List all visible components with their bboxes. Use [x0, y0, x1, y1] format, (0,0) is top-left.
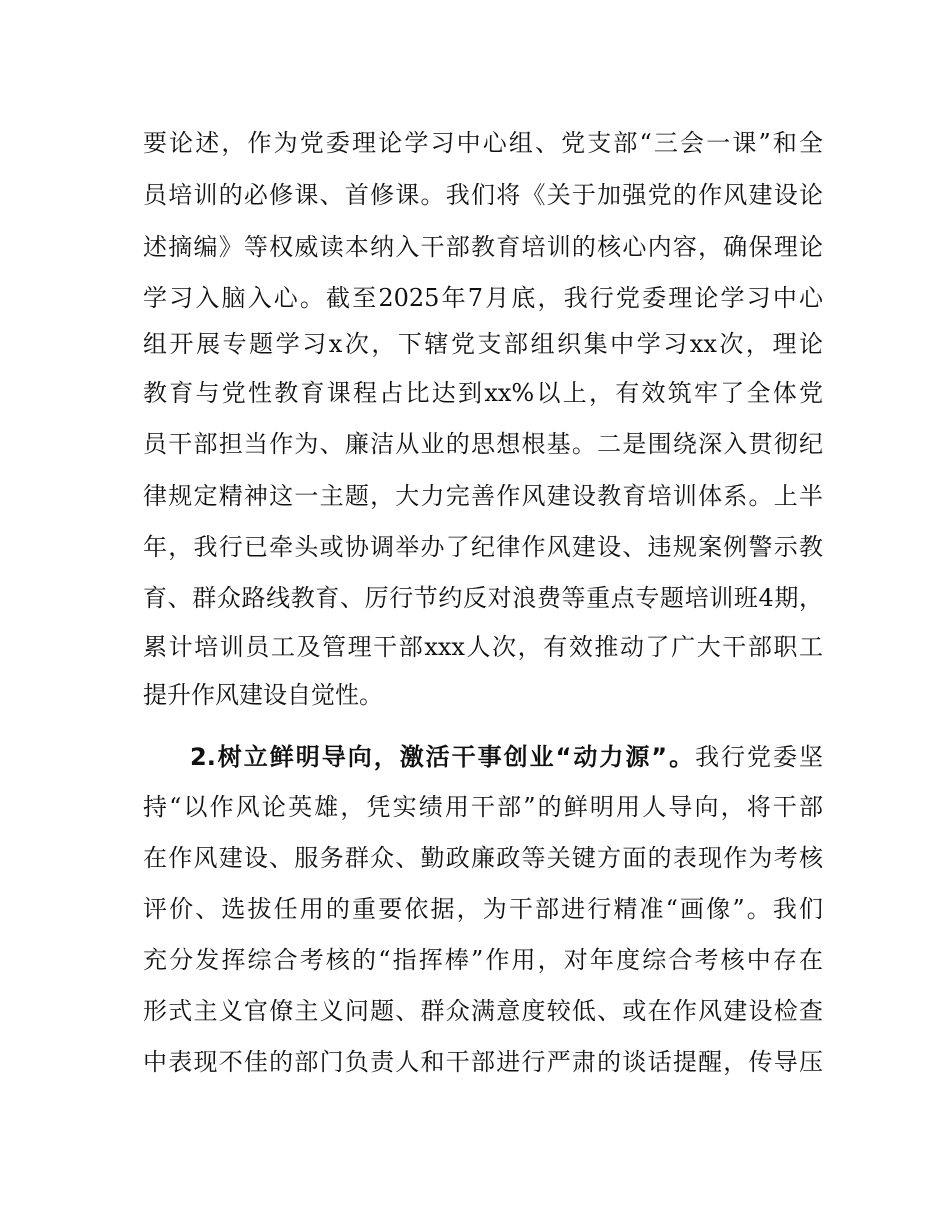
- text-line: 充分发挥综合考核的“指挥棒”作用，对年度综合考核中存在: [143, 946, 823, 974]
- text-line: 累计培训员工及管理干部xxx人次，有效推动了广大干部职工: [143, 633, 823, 661]
- text-line: 教育与党性教育课程占比达到xx%以上，有效筑牢了全体党: [143, 379, 823, 407]
- text-line: 要论述，作为党委理论学习中心组、党支部“三会一课”和全: [143, 129, 823, 157]
- text-line: 中表现不佳的部门负责人和干部进行严肃的谈话提醒，传导压: [143, 1048, 823, 1076]
- text-line: 在作风建设、服务群众、勤政廉政等关键方面的表现作为考核: [143, 844, 823, 872]
- text-line: 员干部担当作为、廉洁从业的思想根基。二是围绕深入贯彻纪: [143, 430, 823, 458]
- section-heading: 2.树立鲜明导向，激活干事创业“动力源”。: [190, 743, 696, 771]
- text-line: 年，我行已牵头或协调举办了纪律作风建设、违规案例警示教: [143, 533, 823, 561]
- text-line: 学习入脑入心。截至2025年7月底，我行党委理论学习中心: [143, 284, 823, 312]
- text-line: 组开展专题学习x次，下辖党支部组织集中学习xx次，理论: [143, 330, 823, 358]
- text-line: 述摘编》等权威读本纳入干部教育培训的核心内容，确保理论: [143, 233, 823, 261]
- paragraph-first-line: [190, 742, 823, 772]
- text-line: 持“以作风论英雄，凭实绩用干部”的鲜明用人导向，将干部: [143, 793, 823, 821]
- text-line: 律规定精神这一主题，大力完善作风建设教育培训体系。上半: [143, 482, 823, 510]
- text-line: 育、群众路线教育、厉行节约反对浪费等重点专题培训班4期，: [143, 584, 823, 612]
- text-line: 形式主义官僚主义问题、群众满意度较低、或在作风建设检查: [143, 997, 823, 1025]
- text-line: 提升作风建设自觉性。: [143, 681, 383, 709]
- text-line: 评价、选拔任用的重要依据，为干部进行精准“画像”。我们: [143, 895, 823, 923]
- text-line: 员培训的必修课、首修课。我们将《关于加强党的作风建设论: [143, 181, 823, 209]
- text-run: 我行党委坚: [695, 743, 823, 771]
